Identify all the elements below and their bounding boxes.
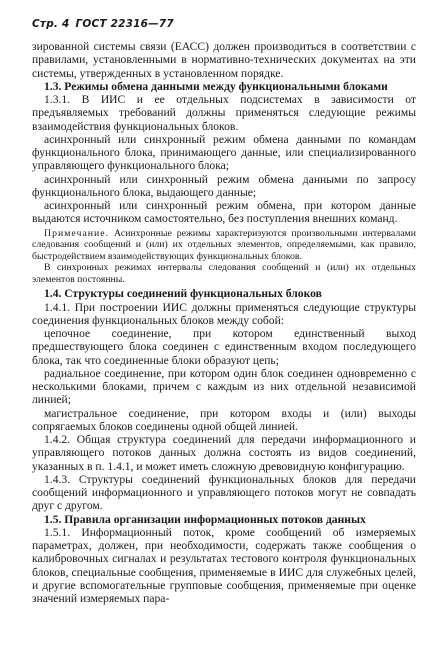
paragraph-1-4-3: 1.4.3. Структуры соединений функциональных блоков для передачи сообщений информационного и управляющего потоков могут не совпадать друг с другом. <box>32 472 416 513</box>
section-heading-1-4: 1.4. Структуры соединений функциональных блоков <box>44 287 322 301</box>
paragraph-1-3-1: 1.3.1. В ИИС и ее отдельных подсистемах в зависимости от предъявляемых требований должны применяться следующие режимы взаимодействия функциональных блоков. <box>32 93 416 133</box>
note-block <box>32 228 416 286</box>
page-header <box>32 18 416 30</box>
standard-id: ГОСТ 22316—77 <box>75 18 174 30</box>
note-text-1: Асинхронные режимы характеризуются произвольными интервалами следования сообщений и (или) их отдельных элементов, определяемыми, как правило, быстродействием взаимодействующих функциональных блоков. <box>32 227 416 262</box>
list-item-mode-1: асинхронный или синхронный режим обмена данными по командам функционального блока, принимающего данные, или специализированного управляющего функционального блока; <box>32 132 416 173</box>
list-item-mode-2: асинхронный или синхронный режим обмена данными по запросу функционального блока, выдающего данные; <box>32 172 416 199</box>
section-heading-1-5: 1.5. Правила организации информационных потоков данных <box>44 512 366 526</box>
document-page <box>32 18 416 605</box>
section-heading-1-3: 1.3. Режимы обмена данными между функциональными блоками <box>44 79 388 93</box>
page-number: Стр. 4 <box>32 18 70 30</box>
list-item-mode-3: асинхронный или синхронный режим обмена, при котором данные выдаются источником самостоятельно, без поступления внешних команд. <box>32 199 416 226</box>
list-item-radial: радиальное соединение, при котором один блок соединен одновременно с несколькими блоками, причем с каждым из них отдельной независимой линией; <box>32 366 416 407</box>
list-item-bus: магистральное соединение, при котором входы и (или) выходы сопрягаемых блоков соединены одной общей линией. <box>32 406 416 433</box>
note-text-2: В синхронных режимах интервалы следования сообщений и (или) их отдельных элементов постоянны. <box>32 262 416 285</box>
document-body <box>32 40 416 605</box>
note-label: Примечание. <box>44 227 110 239</box>
paragraph-1-4-1: 1.4.1. При построении ИИС должны применяться следующие структуры соединения функциональных блоков между собой: <box>32 300 416 327</box>
list-item-chain: цепочное соединение, при котором единственный выход предшествующего блока соединен с единственным входом последующего блока, так что соединенные блоки образуют цепь; <box>32 327 416 367</box>
paragraph-1-4-2: 1.4.2. Общая структура соединений для передачи информационного и управляющего потоков данных должна состоять из видов соединений, указанных в п. 1.4.1, и может иметь сложную древовидную конфигурацию. <box>32 433 416 473</box>
paragraph-continuation: зированной системы связи (ЕАСС) должен производиться в соответствии с правилами, установленными в нормативно-технических документах на эти системы, утвержденных в установленном порядке. <box>32 40 416 80</box>
paragraph-1-5-1: 1.5.1. Информационный поток, кроме сообщений об измеряемых параметрах, должен, при необходимости, содержать также сообщения о калибровочных сигналах и результатах тестового контроля функциональных блоков, специальные сообщения, применяемые в ИИС для служебных целей, и другие вспомогательные групповые сообщения, применяемые при оценке значений измеряемых пара- <box>32 525 416 606</box>
